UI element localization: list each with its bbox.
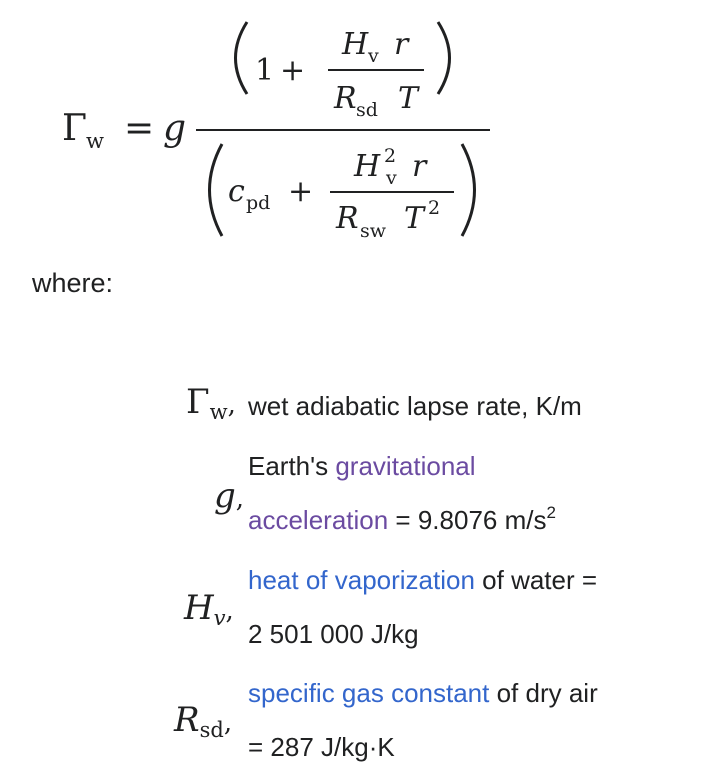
def-g-comma: , xyxy=(235,484,245,514)
lapse-rate-formula xyxy=(0,0,720,250)
def-g-letter: g xyxy=(214,476,236,516)
def-g-symbol xyxy=(214,476,244,516)
denominator-c: c xyxy=(228,174,245,209)
denominator-R-sub: sw xyxy=(360,220,387,242)
specific-gas-constant-link[interactable]: specific gas constant xyxy=(248,678,490,708)
numerator-H-sub: v xyxy=(368,45,379,67)
def-gamma-text xyxy=(248,379,582,433)
def-g-line2-text: = 9.8076 m/s xyxy=(388,505,547,535)
denominator-c-sub: pd xyxy=(246,192,271,214)
formula-g: g xyxy=(163,108,187,149)
formula-equals: = xyxy=(124,108,155,149)
def-rsd-line1-text: of dry air xyxy=(489,678,598,708)
def-rsd-sub: sd xyxy=(199,718,224,742)
denominator-R: R xyxy=(336,201,359,236)
def-hv-comma: , xyxy=(225,596,234,626)
def-g-line1-text: Earth's xyxy=(248,451,336,481)
denominator-r: r xyxy=(412,149,427,184)
numerator-left-paren xyxy=(236,22,248,94)
where-label: where: xyxy=(32,268,114,298)
denominator-H: H xyxy=(354,149,381,184)
def-gamma-comma: , xyxy=(227,390,236,420)
def-hv-line1-text: of water = xyxy=(474,565,598,595)
def-rsd-symbol xyxy=(174,700,232,740)
numerator-R-sub: sd xyxy=(356,99,378,121)
numerator-r: r xyxy=(394,27,409,62)
denominator-plus: + xyxy=(288,174,314,209)
numerator-H: H xyxy=(342,27,369,62)
def-rsd-comma: , xyxy=(223,708,233,738)
def-gamma-sub: w xyxy=(209,400,228,424)
def-gamma-symbol xyxy=(186,382,236,422)
def-hv-text xyxy=(248,553,597,661)
formula-gamma: Γ xyxy=(62,108,87,149)
numerator-right-paren xyxy=(438,22,450,94)
def-g-text xyxy=(248,439,556,547)
def-hv-letter: H xyxy=(184,588,214,628)
numerator-one: 1 xyxy=(255,53,275,88)
denominator-H-sup: 2 xyxy=(384,145,397,167)
denominator-T-sup: 2 xyxy=(428,197,441,219)
def-hv-sub: v xyxy=(213,606,226,630)
heat-of-vaporization-link[interactable]: heat of vaporization xyxy=(248,565,475,595)
def-hv-symbol xyxy=(184,588,234,628)
def-gamma-letter: Γ xyxy=(186,382,210,422)
denominator-T: T xyxy=(404,201,425,236)
numerator-plus: + xyxy=(280,53,306,88)
gravitational-link[interactable]: gravitational xyxy=(335,451,476,481)
def-rsd-line2-text: = 287 J/kg·K xyxy=(248,732,395,762)
formula-gamma-sub: w xyxy=(86,129,104,153)
acceleration-link[interactable]: acceleration xyxy=(248,505,389,535)
def-rsd-letter: R xyxy=(174,700,200,740)
numerator-R: R xyxy=(334,81,357,116)
denominator-right-paren xyxy=(462,144,475,236)
def-hv-line2-text: 2 501 000 J/kg xyxy=(248,619,419,649)
def-g-exponent: 2 xyxy=(546,503,556,522)
def-gamma-description: wet adiabatic lapse rate, K/m xyxy=(248,391,582,421)
denominator-left-paren xyxy=(210,144,223,236)
denominator-H-sub: v xyxy=(386,167,397,189)
numerator-T: T xyxy=(398,81,419,116)
